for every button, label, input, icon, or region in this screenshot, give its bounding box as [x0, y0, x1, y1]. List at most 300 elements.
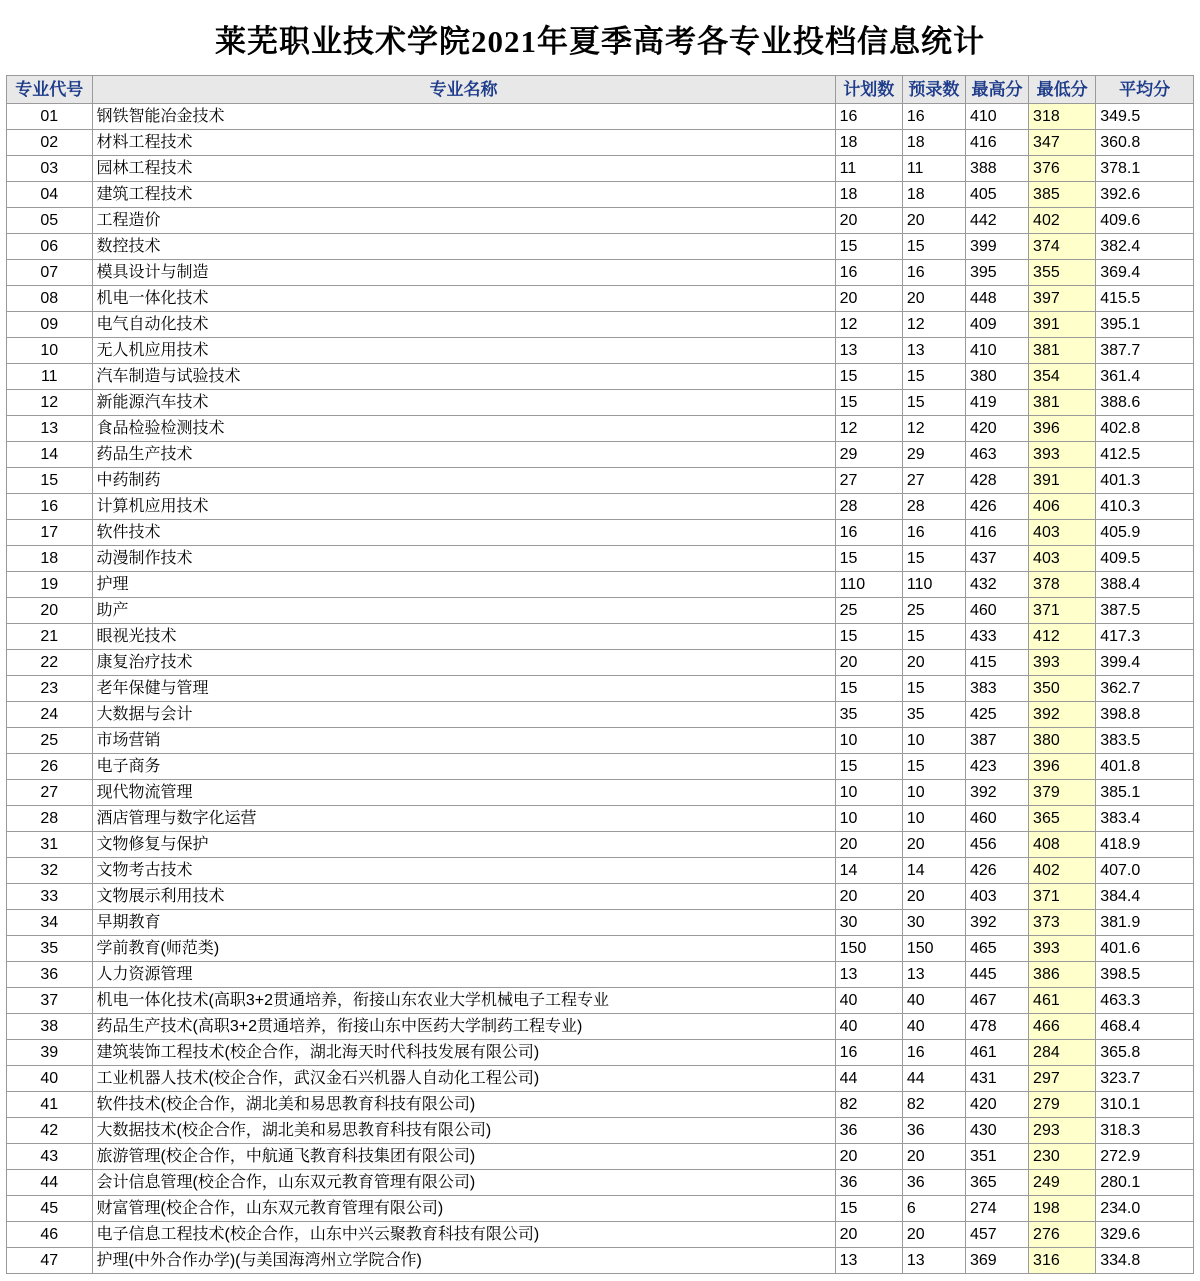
cell-max-score: 478 — [965, 1014, 1028, 1040]
cell-plan-count: 16 — [835, 520, 902, 546]
cell-avg-score: 382.4 — [1096, 234, 1194, 260]
cell-min-score: 365 — [1029, 806, 1096, 832]
cell-avg-score: 395.1 — [1096, 312, 1194, 338]
cell-max-score: 351 — [965, 1144, 1028, 1170]
cell-plan-count: 27 — [835, 468, 902, 494]
cell-min-score: 380 — [1029, 728, 1096, 754]
cell-preadmitted-count: 15 — [902, 364, 965, 390]
cell-plan-count: 36 — [835, 1170, 902, 1196]
cell-plan-count: 11 — [835, 156, 902, 182]
cell-major-name: 钢铁智能冶金技术 — [92, 104, 835, 130]
cell-min-score: 284 — [1029, 1040, 1096, 1066]
cell-major-code: 47 — [7, 1248, 93, 1274]
cell-preadmitted-count: 35 — [902, 702, 965, 728]
cell-max-score: 460 — [965, 806, 1028, 832]
cell-major-code: 39 — [7, 1040, 93, 1066]
cell-plan-count: 20 — [835, 1144, 902, 1170]
cell-major-name: 软件技术(校企合作，湖北美和易思教育科技有限公司) — [92, 1092, 835, 1118]
cell-major-name: 数控技术 — [92, 234, 835, 260]
cell-min-score: 381 — [1029, 390, 1096, 416]
cell-plan-count: 110 — [835, 572, 902, 598]
table-row — [7, 1040, 1194, 1066]
cell-max-score: 420 — [965, 416, 1028, 442]
cell-plan-count: 10 — [835, 780, 902, 806]
cell-major-code: 14 — [7, 442, 93, 468]
cell-preadmitted-count: 110 — [902, 572, 965, 598]
cell-major-code: 24 — [7, 702, 93, 728]
cell-avg-score: 378.1 — [1096, 156, 1194, 182]
table-row — [7, 650, 1194, 676]
cell-major-code: 25 — [7, 728, 93, 754]
cell-preadmitted-count: 13 — [902, 1248, 965, 1274]
cell-plan-count: 36 — [835, 1118, 902, 1144]
cell-preadmitted-count: 40 — [902, 988, 965, 1014]
cell-major-name: 计算机应用技术 — [92, 494, 835, 520]
cell-max-score: 433 — [965, 624, 1028, 650]
table-row — [7, 728, 1194, 754]
cell-max-score: 428 — [965, 468, 1028, 494]
cell-preadmitted-count: 15 — [902, 546, 965, 572]
cell-avg-score: 360.8 — [1096, 130, 1194, 156]
cell-max-score: 405 — [965, 182, 1028, 208]
cell-preadmitted-count: 15 — [902, 624, 965, 650]
table-row — [7, 936, 1194, 962]
column-header-plan: 计划数 — [835, 76, 902, 104]
cell-min-score: 293 — [1029, 1118, 1096, 1144]
cell-min-score: 373 — [1029, 910, 1096, 936]
cell-major-code: 44 — [7, 1170, 93, 1196]
cell-max-score: 369 — [965, 1248, 1028, 1274]
cell-major-name: 机电一体化技术 — [92, 286, 835, 312]
cell-major-name: 护理(中外合作办学)(与美国海湾州立学院合作) — [92, 1248, 835, 1274]
cell-major-code: 34 — [7, 910, 93, 936]
cell-preadmitted-count: 12 — [902, 416, 965, 442]
table-row — [7, 1092, 1194, 1118]
cell-major-name: 文物修复与保护 — [92, 832, 835, 858]
cell-max-score: 431 — [965, 1066, 1028, 1092]
cell-min-score: 403 — [1029, 546, 1096, 572]
cell-plan-count: 20 — [835, 832, 902, 858]
cell-avg-score: 398.5 — [1096, 962, 1194, 988]
table-row — [7, 1118, 1194, 1144]
cell-min-score: 385 — [1029, 182, 1096, 208]
cell-plan-count: 20 — [835, 650, 902, 676]
cell-major-name: 康复治疗技术 — [92, 650, 835, 676]
table-row — [7, 364, 1194, 390]
cell-plan-count: 20 — [835, 884, 902, 910]
cell-avg-score: 417.3 — [1096, 624, 1194, 650]
cell-min-score: 393 — [1029, 936, 1096, 962]
cell-plan-count: 150 — [835, 936, 902, 962]
cell-plan-count: 16 — [835, 104, 902, 130]
cell-min-score: 392 — [1029, 702, 1096, 728]
cell-plan-count: 13 — [835, 1248, 902, 1274]
table-row — [7, 1248, 1194, 1274]
cell-preadmitted-count: 20 — [902, 650, 965, 676]
cell-major-name: 机电一体化技术(高职3+2贯通培养，衔接山东农业大学机械电子工程专业 — [92, 988, 835, 1014]
table-row — [7, 988, 1194, 1014]
cell-max-score: 420 — [965, 1092, 1028, 1118]
cell-plan-count: 12 — [835, 312, 902, 338]
cell-plan-count: 13 — [835, 962, 902, 988]
cell-plan-count: 18 — [835, 182, 902, 208]
cell-plan-count: 40 — [835, 1014, 902, 1040]
cell-major-name: 电气自动化技术 — [92, 312, 835, 338]
cell-plan-count: 40 — [835, 988, 902, 1014]
cell-major-code: 01 — [7, 104, 93, 130]
cell-min-score: 402 — [1029, 208, 1096, 234]
cell-plan-count: 25 — [835, 598, 902, 624]
table-row — [7, 546, 1194, 572]
cell-avg-score: 272.9 — [1096, 1144, 1194, 1170]
cell-major-name: 食品检验检测技术 — [92, 416, 835, 442]
table-row — [7, 754, 1194, 780]
cell-max-score: 380 — [965, 364, 1028, 390]
cell-plan-count: 10 — [835, 806, 902, 832]
cell-avg-score: 410.3 — [1096, 494, 1194, 520]
cell-preadmitted-count: 29 — [902, 442, 965, 468]
cell-avg-score: 468.4 — [1096, 1014, 1194, 1040]
table-row — [7, 884, 1194, 910]
cell-major-name: 现代物流管理 — [92, 780, 835, 806]
cell-major-code: 13 — [7, 416, 93, 442]
table-row — [7, 442, 1194, 468]
cell-avg-score: 323.7 — [1096, 1066, 1194, 1092]
table-row — [7, 390, 1194, 416]
cell-preadmitted-count: 20 — [902, 832, 965, 858]
cell-preadmitted-count: 10 — [902, 728, 965, 754]
cell-major-code: 16 — [7, 494, 93, 520]
cell-avg-score: 401.6 — [1096, 936, 1194, 962]
cell-major-code: 20 — [7, 598, 93, 624]
cell-preadmitted-count: 20 — [902, 286, 965, 312]
cell-major-name: 动漫制作技术 — [92, 546, 835, 572]
cell-max-score: 460 — [965, 598, 1028, 624]
cell-max-score: 463 — [965, 442, 1028, 468]
cell-min-score: 276 — [1029, 1222, 1096, 1248]
cell-preadmitted-count: 20 — [902, 884, 965, 910]
cell-avg-score: 401.8 — [1096, 754, 1194, 780]
cell-max-score: 416 — [965, 130, 1028, 156]
cell-major-code: 19 — [7, 572, 93, 598]
cell-preadmitted-count: 28 — [902, 494, 965, 520]
cell-plan-count: 10 — [835, 728, 902, 754]
cell-preadmitted-count: 10 — [902, 806, 965, 832]
cell-major-name: 模具设计与制造 — [92, 260, 835, 286]
cell-min-score: 379 — [1029, 780, 1096, 806]
cell-major-name: 旅游管理(校企合作，中航通飞教育科技集团有限公司) — [92, 1144, 835, 1170]
column-header-preadmitted: 预录数 — [902, 76, 965, 104]
cell-max-score: 465 — [965, 936, 1028, 962]
cell-min-score: 396 — [1029, 754, 1096, 780]
cell-plan-count: 18 — [835, 130, 902, 156]
cell-max-score: 410 — [965, 104, 1028, 130]
cell-preadmitted-count: 150 — [902, 936, 965, 962]
cell-major-code: 45 — [7, 1196, 93, 1222]
cell-min-score: 347 — [1029, 130, 1096, 156]
column-header-avg-score: 平均分 — [1096, 76, 1194, 104]
cell-min-score: 371 — [1029, 598, 1096, 624]
cell-preadmitted-count: 15 — [902, 390, 965, 416]
cell-preadmitted-count: 20 — [902, 208, 965, 234]
table-row — [7, 338, 1194, 364]
cell-plan-count: 20 — [835, 1222, 902, 1248]
table-row — [7, 624, 1194, 650]
cell-major-name: 老年保健与管理 — [92, 676, 835, 702]
cell-max-score: 409 — [965, 312, 1028, 338]
table-row — [7, 468, 1194, 494]
cell-major-code: 02 — [7, 130, 93, 156]
cell-major-name: 药品生产技术(高职3+2贯通培养，衔接山东中医药大学制药工程专业) — [92, 1014, 835, 1040]
cell-major-code: 07 — [7, 260, 93, 286]
cell-major-name: 软件技术 — [92, 520, 835, 546]
cell-max-score: 392 — [965, 910, 1028, 936]
cell-major-name: 大数据技术(校企合作，湖北美和易思教育科技有限公司) — [92, 1118, 835, 1144]
cell-major-name: 中药制药 — [92, 468, 835, 494]
cell-plan-count: 82 — [835, 1092, 902, 1118]
page-title: 莱芜职业技术学院2021年夏季高考各专业投档信息统计 — [215, 24, 985, 59]
table-row — [7, 520, 1194, 546]
cell-major-name: 电子商务 — [92, 754, 835, 780]
cell-max-score: 437 — [965, 546, 1028, 572]
cell-preadmitted-count: 13 — [902, 338, 965, 364]
table-row — [7, 962, 1194, 988]
cell-major-name: 文物考古技术 — [92, 858, 835, 884]
cell-major-code: 15 — [7, 468, 93, 494]
cell-preadmitted-count: 16 — [902, 104, 965, 130]
cell-avg-score: 388.4 — [1096, 572, 1194, 598]
cell-major-code: 31 — [7, 832, 93, 858]
cell-min-score: 396 — [1029, 416, 1096, 442]
cell-max-score: 423 — [965, 754, 1028, 780]
cell-major-name: 建筑工程技术 — [92, 182, 835, 208]
cell-major-name: 工业机器人技术(校企合作，武汉金石兴机器人自动化工程公司) — [92, 1066, 835, 1092]
cell-plan-count: 15 — [835, 546, 902, 572]
cell-max-score: 403 — [965, 884, 1028, 910]
cell-avg-score: 383.4 — [1096, 806, 1194, 832]
cell-avg-score: 349.5 — [1096, 104, 1194, 130]
table-row — [7, 676, 1194, 702]
cell-max-score: 387 — [965, 728, 1028, 754]
table-row — [7, 858, 1194, 884]
cell-max-score: 365 — [965, 1170, 1028, 1196]
cell-major-code: 03 — [7, 156, 93, 182]
cell-plan-count: 15 — [835, 754, 902, 780]
cell-preadmitted-count: 36 — [902, 1118, 965, 1144]
cell-min-score: 350 — [1029, 676, 1096, 702]
cell-min-score: 316 — [1029, 1248, 1096, 1274]
cell-max-score: 415 — [965, 650, 1028, 676]
cell-min-score: 371 — [1029, 884, 1096, 910]
cell-major-name: 财富管理(校企合作，山东双元教育管理有限公司) — [92, 1196, 835, 1222]
table-row — [7, 286, 1194, 312]
cell-avg-score: 369.4 — [1096, 260, 1194, 286]
cell-major-code: 32 — [7, 858, 93, 884]
cell-major-code: 17 — [7, 520, 93, 546]
cell-major-name: 早期教育 — [92, 910, 835, 936]
cell-min-score: 406 — [1029, 494, 1096, 520]
table-row — [7, 234, 1194, 260]
cell-preadmitted-count: 82 — [902, 1092, 965, 1118]
table-row — [7, 1170, 1194, 1196]
cell-min-score: 378 — [1029, 572, 1096, 598]
cell-max-score: 430 — [965, 1118, 1028, 1144]
cell-major-code: 04 — [7, 182, 93, 208]
cell-major-name: 护理 — [92, 572, 835, 598]
cell-plan-count: 30 — [835, 910, 902, 936]
cell-min-score: 412 — [1029, 624, 1096, 650]
admission-statistics-table — [6, 75, 1194, 1274]
table-row — [7, 1144, 1194, 1170]
cell-preadmitted-count: 15 — [902, 754, 965, 780]
cell-plan-count: 20 — [835, 286, 902, 312]
table-header-row — [7, 76, 1194, 104]
cell-preadmitted-count: 15 — [902, 234, 965, 260]
cell-major-name: 汽车制造与试验技术 — [92, 364, 835, 390]
cell-max-score: 442 — [965, 208, 1028, 234]
cell-min-score: 393 — [1029, 442, 1096, 468]
cell-min-score: 249 — [1029, 1170, 1096, 1196]
cell-major-name: 新能源汽车技术 — [92, 390, 835, 416]
table-row — [7, 572, 1194, 598]
cell-major-name: 人力资源管理 — [92, 962, 835, 988]
cell-major-code: 37 — [7, 988, 93, 1014]
cell-plan-count: 28 — [835, 494, 902, 520]
cell-preadmitted-count: 25 — [902, 598, 965, 624]
cell-avg-score: 407.0 — [1096, 858, 1194, 884]
cell-preadmitted-count: 27 — [902, 468, 965, 494]
cell-preadmitted-count: 16 — [902, 1040, 965, 1066]
cell-major-code: 23 — [7, 676, 93, 702]
cell-avg-score: 361.4 — [1096, 364, 1194, 390]
column-header-min-score: 最低分 — [1029, 76, 1096, 104]
cell-preadmitted-count: 13 — [902, 962, 965, 988]
column-header-code: 专业代号 — [7, 76, 93, 104]
cell-major-code: 41 — [7, 1092, 93, 1118]
cell-max-score: 388 — [965, 156, 1028, 182]
cell-plan-count: 29 — [835, 442, 902, 468]
cell-min-score: 397 — [1029, 286, 1096, 312]
cell-max-score: 432 — [965, 572, 1028, 598]
cell-max-score: 425 — [965, 702, 1028, 728]
cell-major-name: 无人机应用技术 — [92, 338, 835, 364]
table-row — [7, 1066, 1194, 1092]
table-row — [7, 494, 1194, 520]
cell-preadmitted-count: 11 — [902, 156, 965, 182]
cell-avg-score: 418.9 — [1096, 832, 1194, 858]
cell-max-score: 399 — [965, 234, 1028, 260]
cell-avg-score: 384.4 — [1096, 884, 1194, 910]
cell-major-code: 22 — [7, 650, 93, 676]
cell-plan-count: 15 — [835, 676, 902, 702]
cell-plan-count: 44 — [835, 1066, 902, 1092]
cell-major-code: 21 — [7, 624, 93, 650]
table-row — [7, 182, 1194, 208]
cell-major-code: 26 — [7, 754, 93, 780]
cell-major-code: 08 — [7, 286, 93, 312]
cell-avg-score: 392.6 — [1096, 182, 1194, 208]
table-row — [7, 156, 1194, 182]
cell-avg-score: 398.8 — [1096, 702, 1194, 728]
cell-avg-score: 387.5 — [1096, 598, 1194, 624]
cell-avg-score: 365.8 — [1096, 1040, 1194, 1066]
cell-avg-score: 334.8 — [1096, 1248, 1194, 1274]
table-row — [7, 416, 1194, 442]
table-row — [7, 1222, 1194, 1248]
cell-min-score: 402 — [1029, 858, 1096, 884]
cell-avg-score: 412.5 — [1096, 442, 1194, 468]
cell-min-score: 354 — [1029, 364, 1096, 390]
cell-avg-score: 383.5 — [1096, 728, 1194, 754]
cell-avg-score: 415.5 — [1096, 286, 1194, 312]
cell-min-score: 376 — [1029, 156, 1096, 182]
cell-min-score: 318 — [1029, 104, 1096, 130]
table-row — [7, 910, 1194, 936]
cell-avg-score: 463.3 — [1096, 988, 1194, 1014]
cell-major-name: 学前教育(师范类) — [92, 936, 835, 962]
cell-min-score: 466 — [1029, 1014, 1096, 1040]
cell-major-name: 眼视光技术 — [92, 624, 835, 650]
table-row — [7, 806, 1194, 832]
cell-preadmitted-count: 6 — [902, 1196, 965, 1222]
cell-major-name: 会计信息管理(校企合作，山东双元教育管理有限公司) — [92, 1170, 835, 1196]
cell-avg-score: 310.1 — [1096, 1092, 1194, 1118]
table-row — [7, 312, 1194, 338]
cell-avg-score: 402.8 — [1096, 416, 1194, 442]
cell-max-score: 383 — [965, 676, 1028, 702]
cell-max-score: 419 — [965, 390, 1028, 416]
cell-major-code: 09 — [7, 312, 93, 338]
cell-plan-count: 35 — [835, 702, 902, 728]
cell-max-score: 467 — [965, 988, 1028, 1014]
cell-major-code: 06 — [7, 234, 93, 260]
cell-avg-score: 280.1 — [1096, 1170, 1194, 1196]
cell-max-score: 448 — [965, 286, 1028, 312]
cell-max-score: 274 — [965, 1196, 1028, 1222]
cell-major-name: 药品生产技术 — [92, 442, 835, 468]
table-row — [7, 208, 1194, 234]
cell-min-score: 198 — [1029, 1196, 1096, 1222]
cell-preadmitted-count: 18 — [902, 182, 965, 208]
table-row — [7, 260, 1194, 286]
cell-min-score: 230 — [1029, 1144, 1096, 1170]
cell-min-score: 391 — [1029, 468, 1096, 494]
cell-plan-count: 16 — [835, 260, 902, 286]
cell-min-score: 393 — [1029, 650, 1096, 676]
cell-max-score: 410 — [965, 338, 1028, 364]
cell-min-score: 381 — [1029, 338, 1096, 364]
table-row — [7, 130, 1194, 156]
cell-major-name: 酒店管理与数字化运营 — [92, 806, 835, 832]
cell-preadmitted-count: 10 — [902, 780, 965, 806]
cell-plan-count: 15 — [835, 390, 902, 416]
cell-preadmitted-count: 20 — [902, 1144, 965, 1170]
cell-avg-score: 385.1 — [1096, 780, 1194, 806]
cell-max-score: 445 — [965, 962, 1028, 988]
cell-min-score: 403 — [1029, 520, 1096, 546]
cell-avg-score: 362.7 — [1096, 676, 1194, 702]
cell-avg-score: 329.6 — [1096, 1222, 1194, 1248]
table-row — [7, 1196, 1194, 1222]
cell-major-code: 35 — [7, 936, 93, 962]
table-row — [7, 780, 1194, 806]
cell-major-name: 助产 — [92, 598, 835, 624]
table-row — [7, 702, 1194, 728]
table-body — [7, 104, 1194, 1274]
cell-major-code: 18 — [7, 546, 93, 572]
cell-avg-score: 401.3 — [1096, 468, 1194, 494]
cell-plan-count: 15 — [835, 364, 902, 390]
